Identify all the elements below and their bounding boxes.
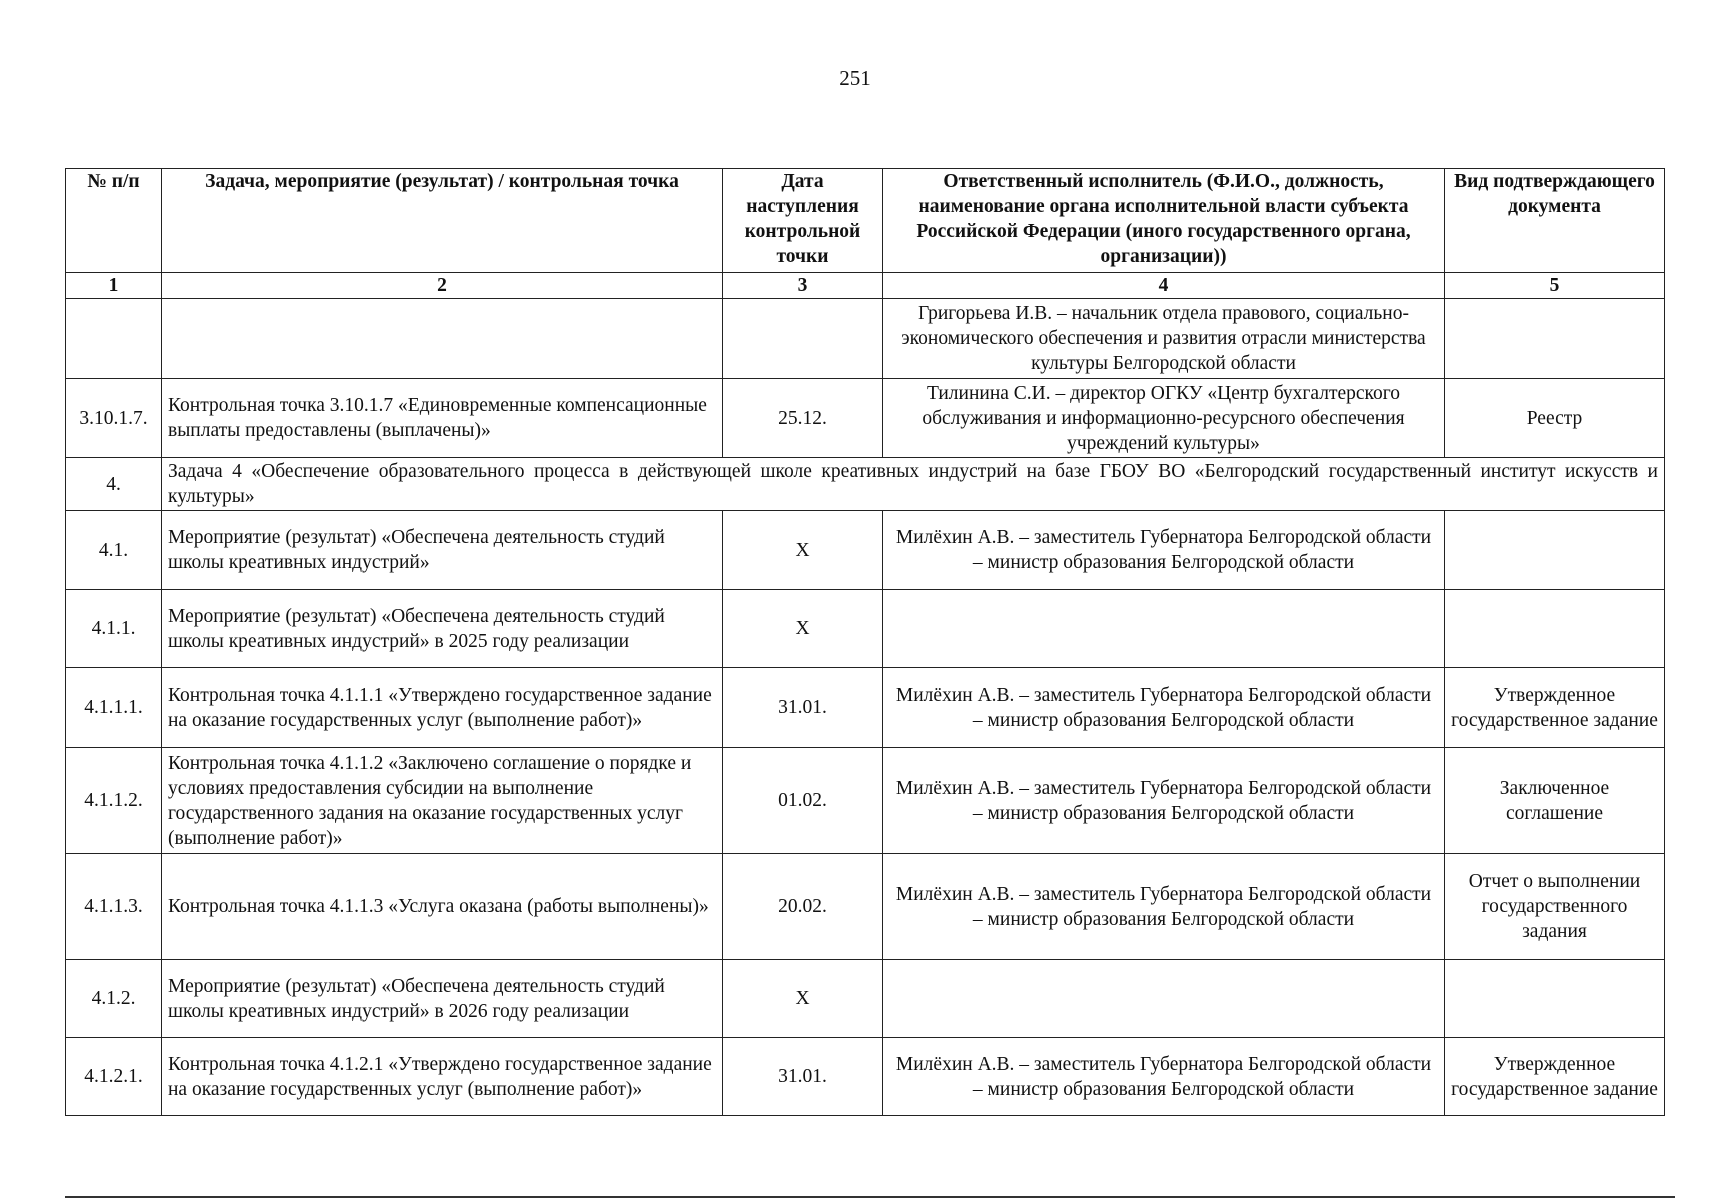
row-number: 4.1.1.2. [66, 748, 162, 854]
control-points-table [65, 168, 1665, 1116]
row-task [162, 299, 723, 379]
column-numbers-row [66, 273, 1665, 299]
row-number: 4.1.2.1. [66, 1038, 162, 1116]
header-task: Задача, мероприятие (результат) / контрольная точка [162, 169, 723, 273]
row-date: 20.02. [723, 854, 883, 960]
row-document [1445, 299, 1665, 379]
row-document [1445, 511, 1665, 590]
row-date: 31.01. [723, 668, 883, 748]
row-document: Утвержденное государственное задание [1445, 1038, 1665, 1116]
row-number: 3.10.1.7. [66, 379, 162, 458]
row-responsible: Милёхин А.В. – заместитель Губернатора Белгородской области – министр образования Белгородской области [883, 1038, 1445, 1116]
page-bottom-rule [65, 1196, 1675, 1198]
row-task: Контрольная точка 3.10.1.7 «Единовременные компенсационные выплаты предоставлены (выплачены)» [162, 379, 723, 458]
row-responsible: Милёхин А.В. – заместитель Губернатора Белгородской области – министр образования Белгородской области [883, 748, 1445, 854]
row-task: Мероприятие (результат) «Обеспечена деятельность студий школы креативных индустрий» в 2026 году реализации [162, 960, 723, 1038]
row-date: 01.02. [723, 748, 883, 854]
row-task: Мероприятие (результат) «Обеспечена деятельность студий школы креативных индустрий» в 2025 году реализации [162, 590, 723, 668]
row-task: Контрольная точка 4.1.2.1 «Утверждено государственное задание на оказание государственных услуг (выполнение работ)» [162, 1038, 723, 1116]
row-task: Контрольная точка 4.1.1.1 «Утверждено государственное задание на оказание государственных услуг (выполнение работ)» [162, 668, 723, 748]
column-number: 2 [162, 273, 723, 299]
row-number [66, 299, 162, 379]
header-date: Дата наступления контрольной точки [723, 169, 883, 273]
row-document [1445, 960, 1665, 1038]
row-document: Отчет о выполнении государственного задания [1445, 854, 1665, 960]
table-row [66, 668, 1665, 748]
row-number: 4. [66, 458, 162, 511]
column-number: 5 [1445, 273, 1665, 299]
row-number: 4.1. [66, 511, 162, 590]
row-date: 31.01. [723, 1038, 883, 1116]
row-task: Контрольная точка 4.1.1.3 «Услуга оказана (работы выполнены)» [162, 854, 723, 960]
row-task: Мероприятие (результат) «Обеспечена деятельность студий школы креативных индустрий» [162, 511, 723, 590]
table-row [66, 1038, 1665, 1116]
row-number: 4.1.1.3. [66, 854, 162, 960]
table-row [66, 511, 1665, 590]
row-date [723, 299, 883, 379]
header-document: Вид подтверждающего документа [1445, 169, 1665, 273]
row-document: Утвержденное государственное задание [1445, 668, 1665, 748]
row-responsible [883, 590, 1445, 668]
row-document: Реестр [1445, 379, 1665, 458]
column-number: 1 [66, 273, 162, 299]
row-responsible: Тилинина С.И. – директор ОГКУ «Центр бухгалтерского обслуживания и информационно-ресурсного обеспечения учреждений культуры» [883, 379, 1445, 458]
row-number: 4.1.1. [66, 590, 162, 668]
table-row [66, 299, 1665, 379]
row-responsible: Милёхин А.В. – заместитель Губернатора Белгородской области – министр образования Белгородской области [883, 668, 1445, 748]
header-number: № п/п [66, 169, 162, 273]
table-row [66, 960, 1665, 1038]
table-row [66, 379, 1665, 458]
row-date: 25.12. [723, 379, 883, 458]
row-task: Контрольная точка 4.1.1.2 «Заключено соглашение о порядке и условиях предоставления субсидии на выполнение государственного задания на оказание государственных услуг (выполнение работ)» [162, 748, 723, 854]
table-row [66, 590, 1665, 668]
column-number: 3 [723, 273, 883, 299]
row-document [1445, 590, 1665, 668]
row-date: Х [723, 590, 883, 668]
table-row [66, 854, 1665, 960]
row-responsible: Милёхин А.В. – заместитель Губернатора Белгородской области – министр образования Белгородской области [883, 511, 1445, 590]
table-row [66, 748, 1665, 854]
row-number: 4.1.2. [66, 960, 162, 1038]
row-date: Х [723, 960, 883, 1038]
header-responsible: Ответственный исполнитель (Ф.И.О., должность, наименование органа исполнительной власти субъекта Российской Федерации (иного государственного органа, организации)) [883, 169, 1445, 273]
column-number: 4 [883, 273, 1445, 299]
row-responsible [883, 960, 1445, 1038]
task-row [66, 458, 1665, 511]
row-number: 4.1.1.1. [66, 668, 162, 748]
task-description: Задача 4 «Обеспечение образовательного процесса в действующей школе креативных индустрий на базе ГБОУ ВО «Белгородский государственный институт искусств и культуры» [162, 458, 1665, 511]
row-document: Заключенное соглашение [1445, 748, 1665, 854]
row-responsible: Григорьева И.В. – начальник отдела правового, социально-экономического обеспечения и развития отрасли министерства культуры Белгородской области [883, 299, 1445, 379]
page-number: 251 [839, 66, 871, 90]
header-row [66, 169, 1665, 273]
row-date: Х [723, 511, 883, 590]
row-responsible: Милёхин А.В. – заместитель Губернатора Белгородской области – министр образования Белгородской области [883, 854, 1445, 960]
